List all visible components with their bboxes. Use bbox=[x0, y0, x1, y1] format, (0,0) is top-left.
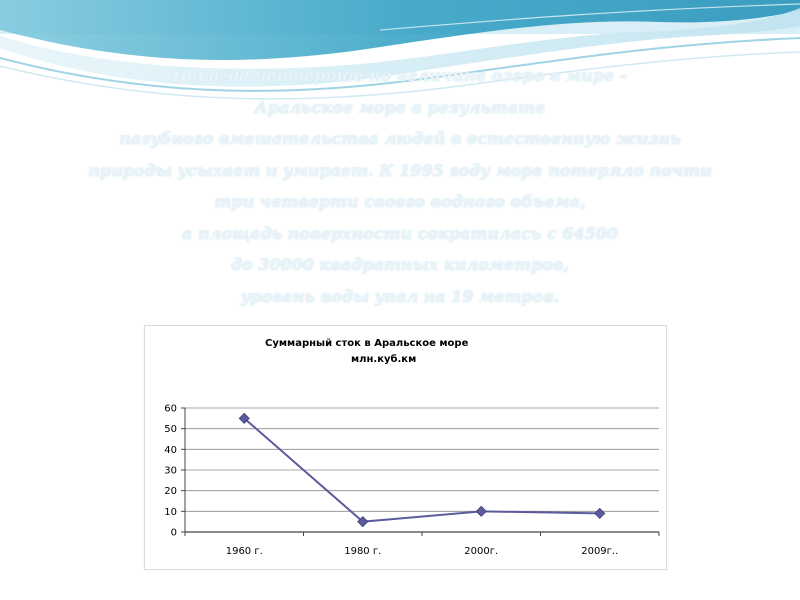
y-tick-label: 10 bbox=[164, 506, 177, 518]
y-tick-label: 60 bbox=[164, 403, 177, 415]
slide-body-text bbox=[0, 60, 800, 312]
data-point-marker bbox=[476, 506, 486, 516]
text-line: а площадь поверхности сократилась с 64500 bbox=[182, 223, 618, 243]
text-line: пагубного вмешательства людей в естественную жизнь bbox=[119, 129, 681, 148]
text-line: уровень воды упал на 19 метров. bbox=[240, 286, 560, 306]
text-line: Некогда четвертое по величине озеро в мире – bbox=[172, 66, 628, 85]
x-tick-label: 1960 г. bbox=[225, 546, 263, 557]
data-point-marker bbox=[595, 508, 605, 518]
y-tick-label: 30 bbox=[164, 465, 177, 477]
text-line: природы усыхает и умирает. К 1995 году море потеряло почти bbox=[88, 160, 712, 180]
y-tick-label: 20 bbox=[164, 486, 177, 498]
y-tick-label: 50 bbox=[164, 424, 177, 436]
y-tick-label: 40 bbox=[164, 444, 177, 456]
chart-container bbox=[144, 325, 667, 570]
chart-subtitle: млн.куб.км bbox=[351, 354, 417, 365]
x-tick-label: 2009г.. bbox=[581, 546, 619, 557]
chart-title: Суммарный сток в Аральское море bbox=[265, 338, 469, 349]
x-axis-labels bbox=[226, 546, 619, 557]
text-line: Аральское море в результате bbox=[254, 97, 546, 117]
line-chart bbox=[145, 326, 666, 569]
text-line: до 30000 квадратных километров, bbox=[230, 255, 570, 274]
y-axis-labels bbox=[164, 404, 177, 539]
text-line: три четверти своего водного объема, bbox=[214, 192, 586, 211]
x-tick-label: 1980 г. bbox=[344, 546, 382, 557]
x-tick-label: 2000г. bbox=[464, 546, 499, 557]
y-tick-label: 0 bbox=[170, 527, 177, 539]
